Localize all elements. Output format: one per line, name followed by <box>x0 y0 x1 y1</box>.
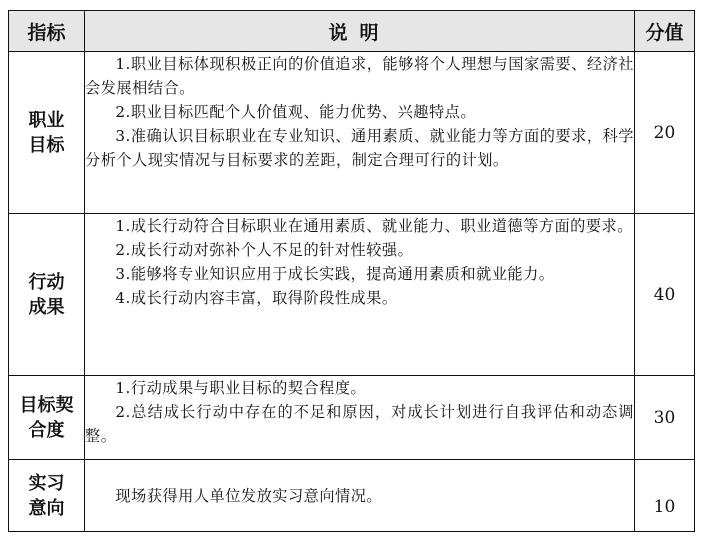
indicator-line: 成果 <box>28 296 65 318</box>
criterion-item: 4.成长行动内容丰富，取得阶段性成果。 <box>115 289 398 307</box>
indicator-line: 合度 <box>28 419 65 441</box>
table-header-row <box>9 11 695 52</box>
scoring-rubric-table <box>8 10 695 532</box>
indicator-line: 行动 <box>28 271 65 293</box>
criterion-item: 3.能够将专业知识应用于成长实践，提高通用素质和就业能力。 <box>115 265 555 283</box>
table-row-internship-intent <box>9 460 695 532</box>
indicator-line: 职业 <box>28 109 65 131</box>
score-cell: 30 <box>635 376 695 460</box>
description-cell <box>85 460 635 532</box>
indicator-cell <box>9 376 85 460</box>
criterion-item: 2.总结成长行动中存在的不足和原因，对成长计划进行自我评估和动态调整。 <box>85 403 634 445</box>
criterion-item: 1.成长行动符合目标职业在通用素质、就业能力、职业道德等方面的要求。 <box>115 217 633 235</box>
criterion-item: 现场获得用人单位发放实习意向情况。 <box>115 486 383 505</box>
score-cell: 40 <box>635 214 695 376</box>
indicator-line: 目标契 <box>19 394 74 416</box>
criterion-item: 2.职业目标匹配个人价值观、能力优势、兴趣特点。 <box>115 103 477 121</box>
indicator-cell <box>9 460 85 532</box>
indicator-cell <box>9 214 85 376</box>
table-row-action-results <box>9 214 695 376</box>
table-row-career-goal <box>9 52 695 214</box>
description-cell <box>85 214 635 376</box>
header-indicator: 指标 <box>9 11 85 52</box>
score-cell: 20 <box>635 52 695 214</box>
criterion-item: 3.准确认识目标职业在专业知识、通用素质、就业能力等方面的要求，科学分析个人现实情况与目标要求的差距，制定合理可行的计划。 <box>85 127 634 169</box>
indicator-line: 目标 <box>28 134 65 156</box>
score-cell: 10 <box>635 460 695 532</box>
description-cell <box>85 376 635 460</box>
description-cell <box>85 52 635 214</box>
header-score: 分值 <box>635 11 695 52</box>
indicator-line: 实习 <box>28 472 65 494</box>
indicator-line: 意向 <box>28 497 65 519</box>
table-row-goal-fit <box>9 376 695 460</box>
criterion-item: 1.职业目标体现积极正向的价值追求，能够将个人理想与国家需要、经济社会发展相结合。 <box>85 55 634 97</box>
indicator-cell <box>9 52 85 214</box>
header-description: 说明 <box>85 11 635 52</box>
criterion-item: 2.成长行动对弥补个人不足的针对性较强。 <box>115 241 414 259</box>
criterion-item: 1.行动成果与职业目标的契合程度。 <box>115 379 367 397</box>
